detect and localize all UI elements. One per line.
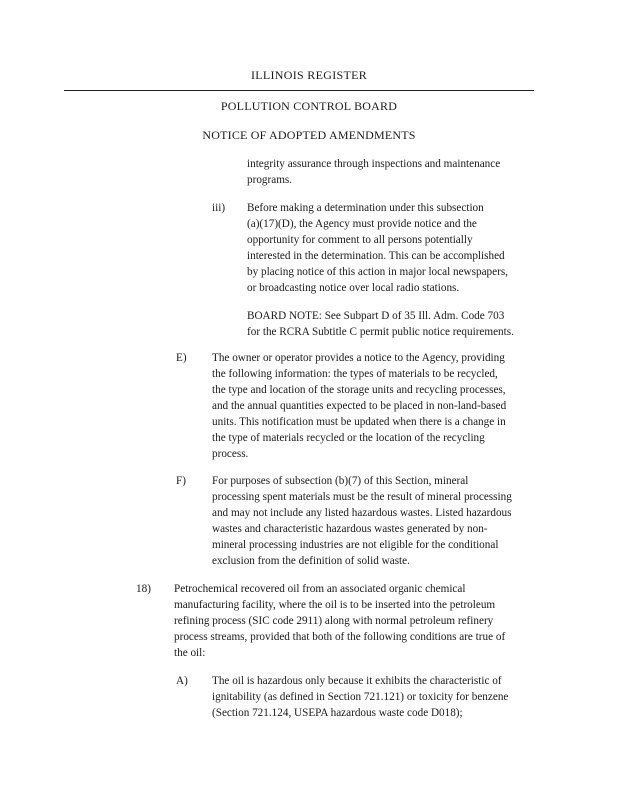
text-line: wastes and characteristic hazardous wastes generated by non- [212, 523, 488, 535]
notice-heading: NOTICE OF ADOPTED AMENDMENTS [202, 128, 416, 142]
board-note-line: for the RCRA Subtitle C permit public notice requirements. [247, 326, 514, 338]
text-line: The oil is hazardous only because it exhibits the characteristic of [212, 675, 502, 687]
text-line: manufacturing facility, where the oil is to be inserted into the petroleum [174, 599, 496, 611]
item-label: F) [176, 475, 186, 487]
board-note-line: BOARD NOTE: See Subpart D of 35 Ill. Adm. Code 703 [247, 310, 505, 322]
text-line: exclusion from the definition of solid waste. [212, 555, 410, 567]
item-label: iii) [212, 202, 226, 214]
text-line: refining process (SIC code 2911) along with normal petroleum refinery [174, 615, 494, 627]
text-line: integrity assurance through inspections and maintenance [247, 158, 501, 170]
text-line: For purposes of subsection (b)(7) of this Section, mineral [212, 475, 469, 487]
text-line: and may not include any listed hazardous wastes. Listed hazardous [212, 507, 512, 519]
text-line: and the annual quantities expected to be placed in non-land-based [212, 400, 507, 412]
register-title: ILLINOIS REGISTER [250, 68, 368, 82]
text-line: (a)(17)(D), the Agency must provide notice and the [247, 218, 477, 230]
item-label: 18) [136, 583, 151, 595]
agency-heading: POLLUTION CONTROL BOARD [220, 99, 398, 113]
text-line: the oil: [174, 647, 206, 659]
item-label: A) [176, 675, 188, 687]
text-line: Before making a determination under this subsection [247, 202, 484, 214]
text-line: Petrochemical recovered oil from an associated organic chemical [174, 583, 466, 595]
text-line: processing spent materials must be the result of mineral processing [212, 491, 512, 503]
text-line: by placing notice of this action in major local newspapers, [247, 266, 508, 278]
item-label: E) [176, 352, 187, 364]
text-line: the type of materials recycled or the location of the recycling [212, 432, 485, 444]
text-line: programs. [247, 174, 293, 186]
text-line: the following information: the types of materials to be recycled, [212, 368, 498, 380]
text-line: opportunity for comment to all persons potentially [247, 234, 473, 246]
text-line: units. This notification must be updated when there is a change in [212, 416, 506, 428]
text-line: the type and location of the storage units and recycling processes, [212, 384, 506, 396]
text-line: process streams, provided that both of the following conditions are true of [174, 631, 506, 643]
header-rule [64, 90, 534, 91]
text-line: (Section 721.124, USEPA hazardous waste code D018); [212, 707, 463, 719]
text-line: or broadcasting notice over local radio stations. [247, 282, 460, 294]
text-line: ignitability (as defined in Section 721.121) or toxicity for benzene [212, 691, 509, 703]
text-line: interested in the determination. This can be accomplished [247, 250, 505, 262]
text-line: mineral processing industries are not eligible for the conditional [212, 539, 499, 551]
text-line: The owner or operator provides a notice to the Agency, providing [212, 352, 505, 364]
text-line: process. [212, 448, 249, 460]
